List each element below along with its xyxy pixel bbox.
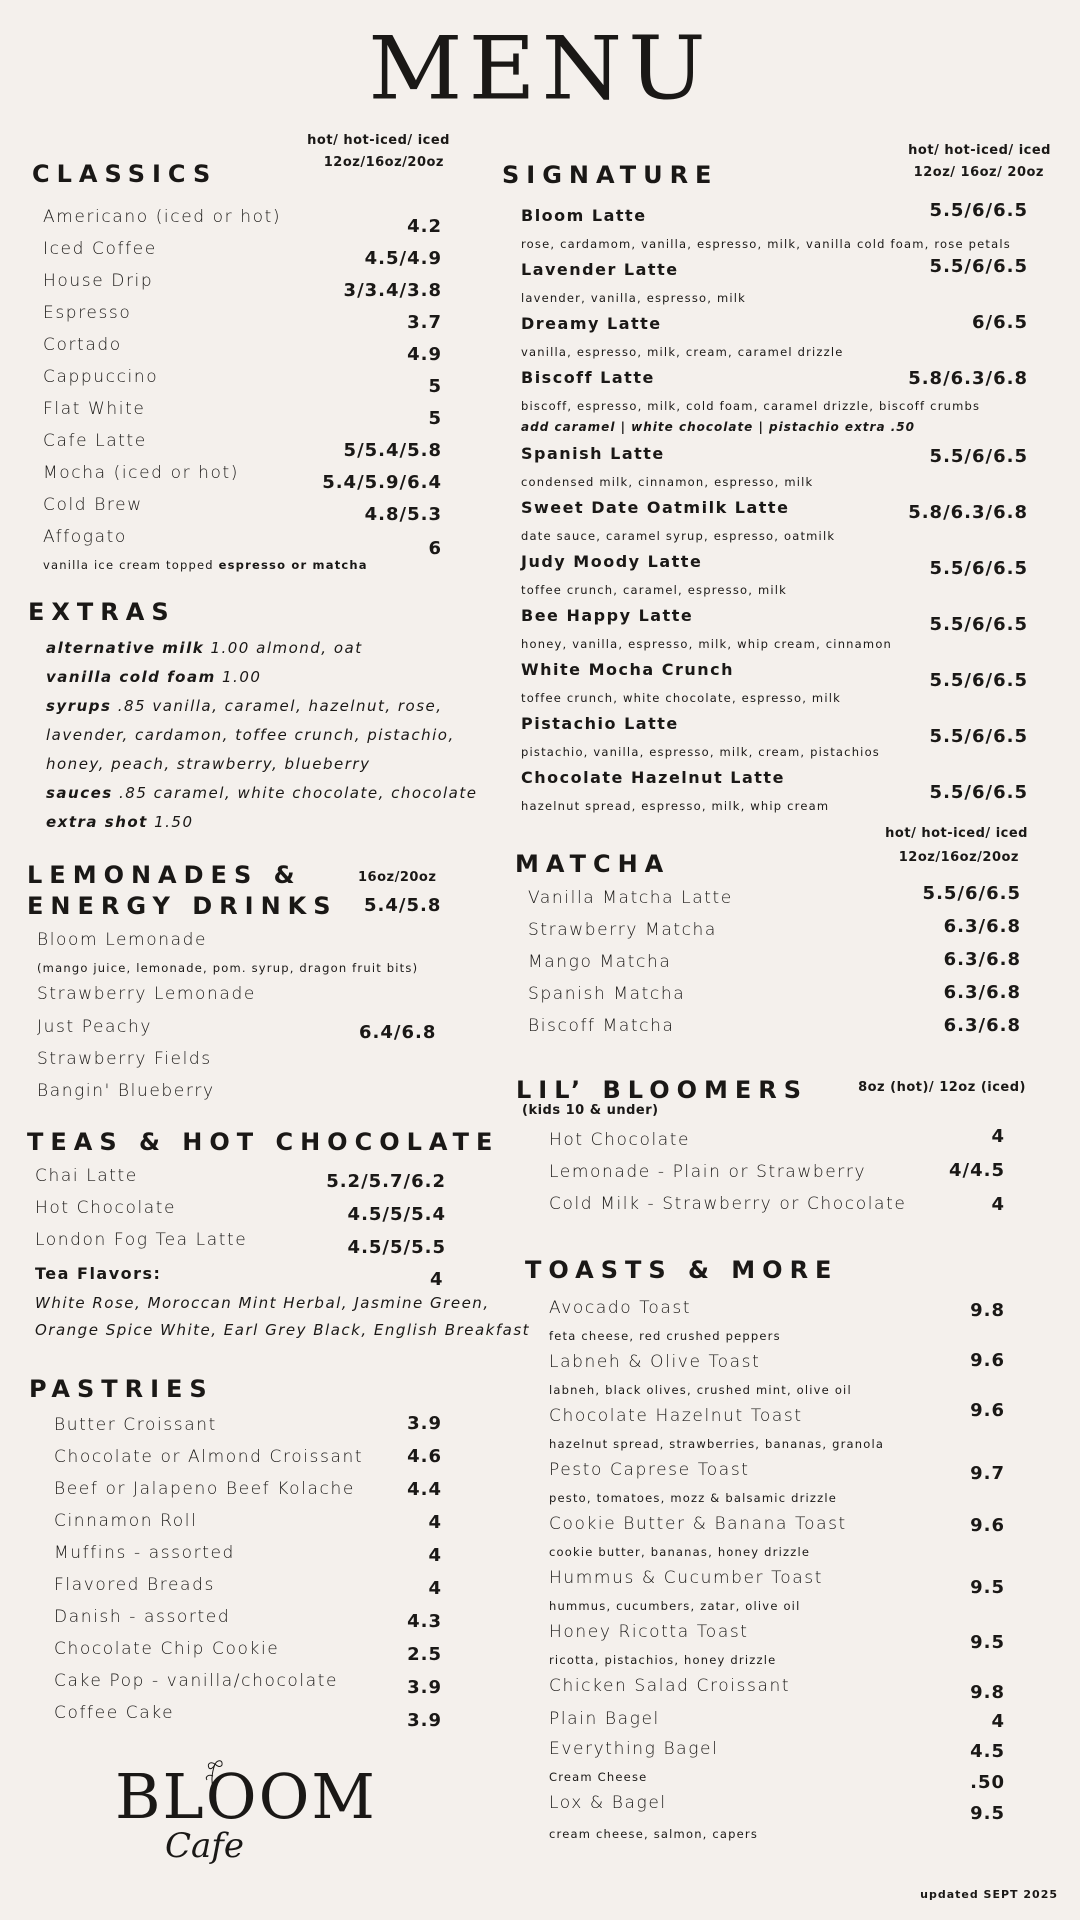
lemonades-heading-line1: LEMONADES & <box>27 861 302 889</box>
matcha-item-name: Strawberry Matcha <box>528 920 717 940</box>
bloomers-item-price: 4 <box>991 1126 1005 1147</box>
toast-item-desc: cream cheese, salmon, capers <box>549 1827 759 1841</box>
matcha-item-name: Vanilla Matcha Latte <box>528 888 733 908</box>
signature-item-price: 5.5/6/6.5 <box>929 200 1028 221</box>
toast-item-desc: hazelnut spread, strawberries, bananas, granola <box>549 1437 885 1451</box>
classics-sizes-line2: 12oz/16oz/20oz <box>323 155 444 170</box>
signature-item-name: Sweet Date Oatmilk Latte <box>521 498 790 517</box>
extras-line: alternative milk 1.00 almond, oat <box>46 639 363 657</box>
matcha-item-name: Biscoff Matcha <box>528 1016 675 1036</box>
toast-item-name: Honey Ricotta Toast <box>549 1622 749 1642</box>
lemonades-heading-line2: ENERGY DRINKS <box>27 892 338 920</box>
classics-item-price: 3.7 <box>407 312 442 333</box>
signature-item-name: Lavender Latte <box>521 260 679 279</box>
signature-item-name: Dreamy Latte <box>521 314 662 333</box>
toast-item-desc: labneh, black olives, crushed mint, olive oil <box>549 1383 852 1397</box>
toast-item-price: 9.8 <box>970 1300 1005 1321</box>
toast-item-name: Lox & Bagel <box>549 1793 667 1813</box>
bloom-cafe-logo <box>115 1760 377 1890</box>
toast-item-name: Chicken Salad Croissant <box>549 1676 791 1696</box>
matcha-item-price: 5.5/6/6.5 <box>922 883 1021 904</box>
toast-item-name: Avocado Toast <box>549 1298 692 1318</box>
pastry-item-name: Coffee Cake <box>54 1703 175 1723</box>
classics-item-name: House Drip <box>43 271 154 291</box>
classics-item-name: Americano (iced or hot) <box>43 207 282 227</box>
matcha-item-price: 6.3/6.8 <box>943 949 1021 970</box>
toast-item-price: 9.8 <box>970 1682 1005 1703</box>
pastry-item-price: 3.9 <box>407 1413 442 1434</box>
pastry-item-name: Cake Pop - vanilla/chocolate <box>54 1671 339 1691</box>
signature-item-desc: lavender, vanilla, espresso, milk <box>521 291 747 305</box>
matcha-sizes-line2: 12oz/16oz/20oz <box>898 850 1019 865</box>
logo-wordmark: BLOOM <box>115 1760 377 1833</box>
toast-item-price: 9.7 <box>970 1463 1005 1484</box>
signature-item-name: Bee Happy Latte <box>521 606 694 625</box>
toast-item-price: 9.6 <box>970 1515 1005 1536</box>
toast-item-desc: cookie butter, bananas, honey drizzle <box>549 1545 811 1559</box>
classics-item-name: Espresso <box>43 303 132 323</box>
signature-item-desc: hazelnut spread, espresso, milk, whip cream <box>521 799 830 813</box>
signature-item-name: White Mocha Crunch <box>521 660 735 679</box>
toast-item-name: Pesto Caprese Toast <box>549 1460 750 1480</box>
signature-item-name: Judy Moody Latte <box>521 552 703 571</box>
toast-item-desc: feta cheese, red crushed peppers <box>549 1329 781 1343</box>
signature-item-price: 5.5/6/6.5 <box>929 782 1028 803</box>
classics-heading: CLASSICS <box>32 160 218 188</box>
bloomers-item-price: 4 <box>991 1194 1005 1215</box>
signature-item-name: Biscoff Latte <box>521 368 655 387</box>
signature-item-desc: rose, cardamom, vanilla, espresso, milk, vanilla cold foam, rose petals <box>521 237 1011 251</box>
signature-item-desc: honey, vanilla, espresso, milk, whip cream, cinnamon <box>521 637 893 651</box>
lemonade-item: Just Peachy <box>37 1017 153 1037</box>
signature-heading: SIGNATURE <box>502 161 719 189</box>
signature-item-desc: condensed milk, cinnamon, espresso, milk <box>521 475 814 489</box>
signature-item-desc: toffee crunch, caramel, espresso, milk <box>521 583 788 597</box>
classics-item-price: 5 <box>428 408 442 429</box>
bloomers-subtitle: (kids 10 & under) <box>522 1103 659 1118</box>
matcha-item-name: Mango Matcha <box>528 952 672 972</box>
signature-item-name: Chocolate Hazelnut Latte <box>521 768 785 787</box>
signature-item-price: 5.5/6/6.5 <box>929 614 1028 635</box>
signature-item-price: 5.5/6/6.5 <box>929 256 1028 277</box>
signature-item-desc: date sauce, caramel syrup, espresso, oatmilk <box>521 529 836 543</box>
classics-item-price: 4.5/4.9 <box>364 248 442 269</box>
classics-item-name: Mocha (iced or hot) <box>43 463 240 483</box>
matcha-item-price: 6.3/6.8 <box>943 1015 1021 1036</box>
matcha-item-price: 6.3/6.8 <box>943 916 1021 937</box>
logo-subtitle: Cafe <box>165 1826 244 1866</box>
pastry-item-name: Danish - assorted <box>54 1607 231 1627</box>
toasts-heading: TOASTS & MORE <box>525 1256 839 1284</box>
bloomers-item-name: Lemonade - Plain or Strawberry <box>549 1162 867 1182</box>
matcha-sizes-line1: hot/ hot-iced/ iced <box>885 826 1028 841</box>
toast-item-desc: hummus, cucumbers, zatar, olive oil <box>549 1599 801 1613</box>
affogato-note: vanilla ice cream topped espresso or matcha <box>43 558 368 572</box>
extras-line: extra shot 1.50 <box>46 813 194 831</box>
pastry-item-price: 4 <box>428 1545 442 1566</box>
tea-item-name: London Fog Tea Latte <box>35 1230 248 1250</box>
pastries-heading: PASTRIES <box>29 1375 214 1403</box>
teas-heading: TEAS & HOT CHOCOLATE <box>27 1128 500 1156</box>
lemonade-item: Bangin' Blueberry <box>37 1081 215 1101</box>
tea-item-price: 4.5/5/5.5 <box>347 1237 446 1258</box>
signature-item-price: 5.5/6/6.5 <box>929 446 1028 467</box>
tea-item-price: 5.2/5.7/6.2 <box>326 1171 446 1192</box>
toast-item-price: 9.5 <box>970 1632 1005 1653</box>
classics-item-price: 3/3.4/3.8 <box>343 280 442 301</box>
classics-item-price: 5.4/5.9/6.4 <box>322 472 442 493</box>
classics-item-name: Iced Coffee <box>43 239 157 259</box>
tea-flavors-list: White Rose, Moroccan Mint Herbal, Jasmine Green, <box>35 1294 490 1312</box>
tea-item-name: Hot Chocolate <box>35 1198 177 1218</box>
toast-item-desc: ricotta, pistachios, honey drizzle <box>549 1653 777 1667</box>
pastry-item-price: 3.9 <box>407 1677 442 1698</box>
pastry-item-price: 4 <box>428 1512 442 1533</box>
classics-item-name: Cold Brew <box>43 495 143 515</box>
toast-item-price: 9.5 <box>970 1577 1005 1598</box>
signature-item-desc: vanilla, espresso, milk, cream, caramel drizzle <box>521 345 844 359</box>
toast-item-name: Plain Bagel <box>549 1709 660 1729</box>
pastry-item-name: Flavored Breads <box>54 1575 215 1595</box>
matcha-item-price: 6.3/6.8 <box>943 982 1021 1003</box>
pastry-item-price: 4.6 <box>407 1446 442 1467</box>
pastry-item-name: Muffins - assorted <box>54 1543 235 1563</box>
lemonades-price: 5.4/5.8 <box>364 895 442 916</box>
classics-item-price: 6 <box>428 538 442 559</box>
tea-item-price: 4.5/5/5.4 <box>347 1204 446 1225</box>
classics-item-price: 5/5.4/5.8 <box>343 440 442 461</box>
signature-sizes-line1: hot/ hot-iced/ iced <box>908 143 1051 158</box>
signature-item-desc: biscoff, espresso, milk, cold foam, caramel drizzle, biscoff crumbs <box>521 399 981 413</box>
tea-flavors-label: Tea Flavors: <box>35 1264 162 1283</box>
updated-note: updated SEPT 2025 <box>920 1888 1058 1901</box>
pastry-item-price: 2.5 <box>407 1644 442 1665</box>
classics-item-name: Cortado <box>43 335 122 355</box>
matcha-item-name: Spanish Matcha <box>528 984 686 1004</box>
toast-item-price: .50 <box>970 1772 1005 1793</box>
bloomers-sizes: 8oz (hot)/ 12oz (iced) <box>858 1080 1026 1095</box>
bloomers-item-price: 4/4.5 <box>949 1160 1005 1181</box>
classics-item-price: 4.8/5.3 <box>364 504 442 525</box>
toast-item-name: Cream Cheese <box>549 1770 648 1784</box>
tea-flavors-price: 4 <box>430 1269 444 1290</box>
signature-item-price: 5.8/6.3/6.8 <box>908 368 1028 389</box>
classics-item-price: 5 <box>428 376 442 397</box>
tea-flavors-list: Orange Spice White, Earl Grey Black, English Breakfast <box>35 1321 531 1339</box>
signature-item-price: 6/6.5 <box>972 312 1028 333</box>
menu-title: MENU <box>368 17 712 120</box>
pastry-item-name: Butter Croissant <box>54 1415 217 1435</box>
extras-line: lavender, cardamon, toffee crunch, pistachio, <box>46 726 455 744</box>
lemonade-item: Strawberry Fields <box>37 1049 212 1069</box>
signature-item-name: Spanish Latte <box>521 444 665 463</box>
flower-icon <box>193 1754 233 1794</box>
toast-item-price: 9.6 <box>970 1350 1005 1371</box>
extras-line: honey, peach, strawberry, blueberry <box>46 755 371 773</box>
lemonade-item: Bloom Lemonade <box>37 930 208 950</box>
bloomers-item-name: Hot Chocolate <box>549 1130 691 1150</box>
toast-item-name: Chocolate Hazelnut Toast <box>549 1406 803 1426</box>
pastry-item-price: 4 <box>428 1578 442 1599</box>
pastry-item-name: Chocolate or Almond Croissant <box>54 1447 364 1467</box>
signature-item-price: 5.5/6/6.5 <box>929 558 1028 579</box>
bloom-lemonade-note: (mango juice, lemonade, pom. syrup, dragon fruit bits) <box>37 961 419 975</box>
bloomers-item-name: Cold Milk - Strawberry or Chocolate <box>549 1194 907 1214</box>
toast-item-price: 4.5 <box>970 1741 1005 1762</box>
signature-item-price: 5.8/6.3/6.8 <box>908 502 1028 523</box>
signature-item-name: Bloom Latte <box>521 206 647 225</box>
classics-item-name: Cappuccino <box>43 367 159 387</box>
classics-item-name: Affogato <box>43 527 127 547</box>
toast-item-name: Hummus & Cucumber Toast <box>549 1568 823 1588</box>
toast-item-name: Cookie Butter & Banana Toast <box>549 1514 847 1534</box>
tea-item-name: Chai Latte <box>35 1166 138 1186</box>
signature-add-note: add caramel | white chocolate | pistachio extra .50 <box>521 420 915 434</box>
signature-item-desc: pistachio, vanilla, espresso, milk, cream, pistachios <box>521 745 881 759</box>
pastry-item-name: Cinnamon Roll <box>54 1511 198 1531</box>
classics-item-name: Cafe Latte <box>43 431 147 451</box>
classics-sizes-line1: hot/ hot-iced/ iced <box>307 133 450 148</box>
pastry-item-price: 3.9 <box>407 1710 442 1731</box>
bloomers-heading: LIL’ BLOOMERS <box>516 1076 809 1104</box>
toast-item-desc: pesto, tomatoes, mozz & balsamic drizzle <box>549 1491 838 1505</box>
energy-price: 6.4/6.8 <box>359 1022 437 1043</box>
classics-item-name: Flat White <box>43 399 146 419</box>
signature-item-name: Pistachio Latte <box>521 714 679 733</box>
extras-line: sauces .85 caramel, white chocolate, chocolate <box>46 784 478 802</box>
classics-item-price: 4.9 <box>407 344 442 365</box>
toast-item-name: Labneh & Olive Toast <box>549 1352 761 1372</box>
extras-line: vanilla cold foam 1.00 <box>46 668 262 686</box>
toast-item-price: 9.5 <box>970 1803 1005 1824</box>
extras-line: syrups .85 vanilla, caramel, hazelnut, rose, <box>46 697 443 715</box>
signature-item-price: 5.5/6/6.5 <box>929 726 1028 747</box>
classics-item-price: 4.2 <box>407 216 442 237</box>
signature-sizes-line2: 12oz/ 16oz/ 20oz <box>913 165 1044 180</box>
lemonade-item: Strawberry Lemonade <box>37 984 256 1004</box>
toast-item-price: 9.6 <box>970 1400 1005 1421</box>
toast-item-name: Everything Bagel <box>549 1739 719 1759</box>
signature-item-price: 5.5/6/6.5 <box>929 670 1028 691</box>
pastry-item-price: 4.3 <box>407 1611 442 1632</box>
toast-item-price: 4 <box>991 1711 1005 1732</box>
pastry-item-name: Beef or Jalapeno Beef Kolache <box>54 1479 355 1499</box>
extras-heading: EXTRAS <box>28 598 176 626</box>
signature-item-desc: toffee crunch, white chocolate, espresso, milk <box>521 691 841 705</box>
pastry-item-price: 4.4 <box>407 1479 442 1500</box>
matcha-heading: MATCHA <box>515 850 671 878</box>
pastry-item-name: Chocolate Chip Cookie <box>54 1639 280 1659</box>
lemonades-sizes: 16oz/20oz <box>358 870 437 885</box>
